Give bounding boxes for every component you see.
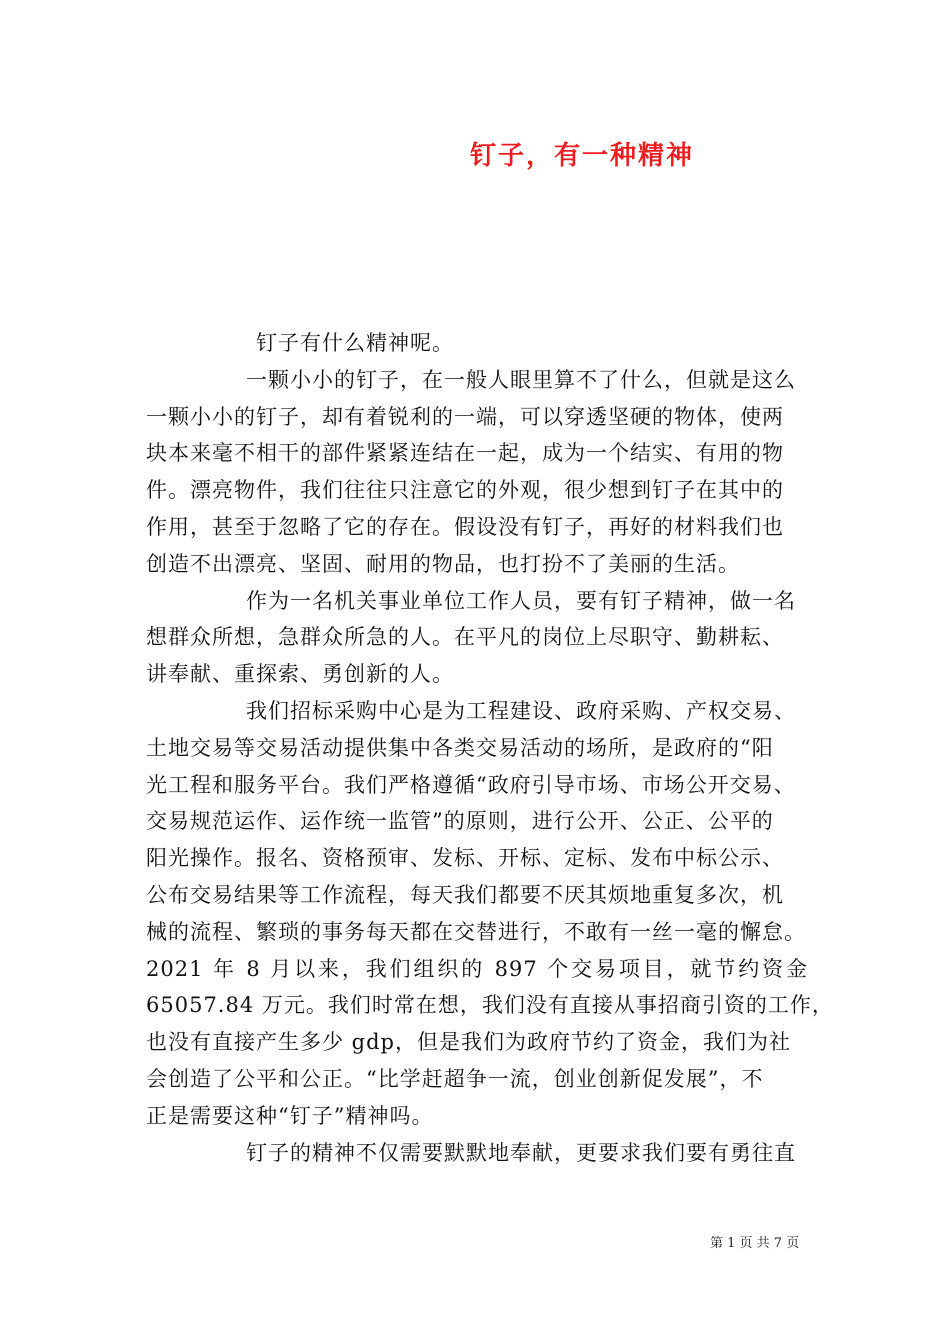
paragraph-line: 阳光操作。报名、资格预审、发标、开标、定标、发布中标公示、 <box>146 846 784 871</box>
paragraph-line: 一颗小小的钉子，在一般人眼里算不了什么，但就是这么 <box>246 367 796 392</box>
paragraph-line: 交易规范运作、运作统一监管”的原则，进行公开、公正、公平的 <box>146 809 774 834</box>
paragraph-line: 光工程和服务平台。我们严格遵循“政府引导市场、市场公开交易、 <box>146 772 796 797</box>
document-title: 钉子，有一种精神 <box>470 141 695 171</box>
paragraph-line: 作用，甚至于忽略了它的存在。假设没有钉子，再好的材料我们也 <box>146 514 784 539</box>
paragraph-line: 65057.84 万元。我们时常在想，我们没有直接从事招商引资的工作， <box>146 993 834 1018</box>
paragraph-line: 土地交易等交易活动提供集中各类交易活动的场所，是政府的“阳 <box>146 735 774 760</box>
paragraph-line: 会创造了公平和公正。“比学赶超争一流，创业创新促发展”，不 <box>146 1066 764 1091</box>
paragraph-line: 想群众所想，急群众所急的人。在平凡的岗位上尽职守、勤耕耘、 <box>146 625 784 650</box>
paragraph-line: 块本来毫不相干的部件紧紧连结在一起，成为一个结实、有用的物 <box>146 441 784 466</box>
paragraph-line: 钉子的精神不仅需要默默地奉献，更要求我们要有勇往直 <box>246 1140 796 1165</box>
paragraph-line: 钉子有什么精神呢。 <box>256 331 454 355</box>
paragraph-line: 件。漂亮物件，我们往往只注意它的外观，很少想到钉子在其中的 <box>146 478 784 503</box>
page-number-footer: 第 1 页 共 7 页 <box>710 1236 800 1251</box>
paragraph-line: 公布交易结果等工作流程，每天我们都要不厌其烦地重复多次，机 <box>146 882 784 907</box>
paragraph-line: 讲奉献、重探索、勇创新的人。 <box>146 662 454 687</box>
paragraph-line: 创造不出漂亮、坚固、耐用的物品，也打扮不了美丽的生活。 <box>146 551 740 576</box>
paragraph-line: 也没有直接产生多少 gdp，但是我们为政府节约了资金，我们为社 <box>146 1030 792 1055</box>
paragraph-line: 正是需要这种“钉子”精神吗。 <box>146 1103 434 1128</box>
paragraph-line: 2021 年 8 月以来，我们组织的 897 个交易项目，就节约资金 <box>146 956 808 981</box>
paragraph-line: 械的流程、繁琐的事务每天都在交替进行，不敢有一丝一毫的懈怠。 <box>146 919 806 944</box>
document-body <box>146 325 834 1171</box>
paragraph-line: 作为一名机关事业单位工作人员，要有钉子精神，做一名 <box>246 588 796 613</box>
paragraph-line: 我们招标采购中心是为工程建设、政府采购、产权交易、 <box>246 698 796 723</box>
paragraph-line: 一颗小小的钉子，却有着锐利的一端，可以穿透坚硬的物体，使两 <box>146 404 784 429</box>
